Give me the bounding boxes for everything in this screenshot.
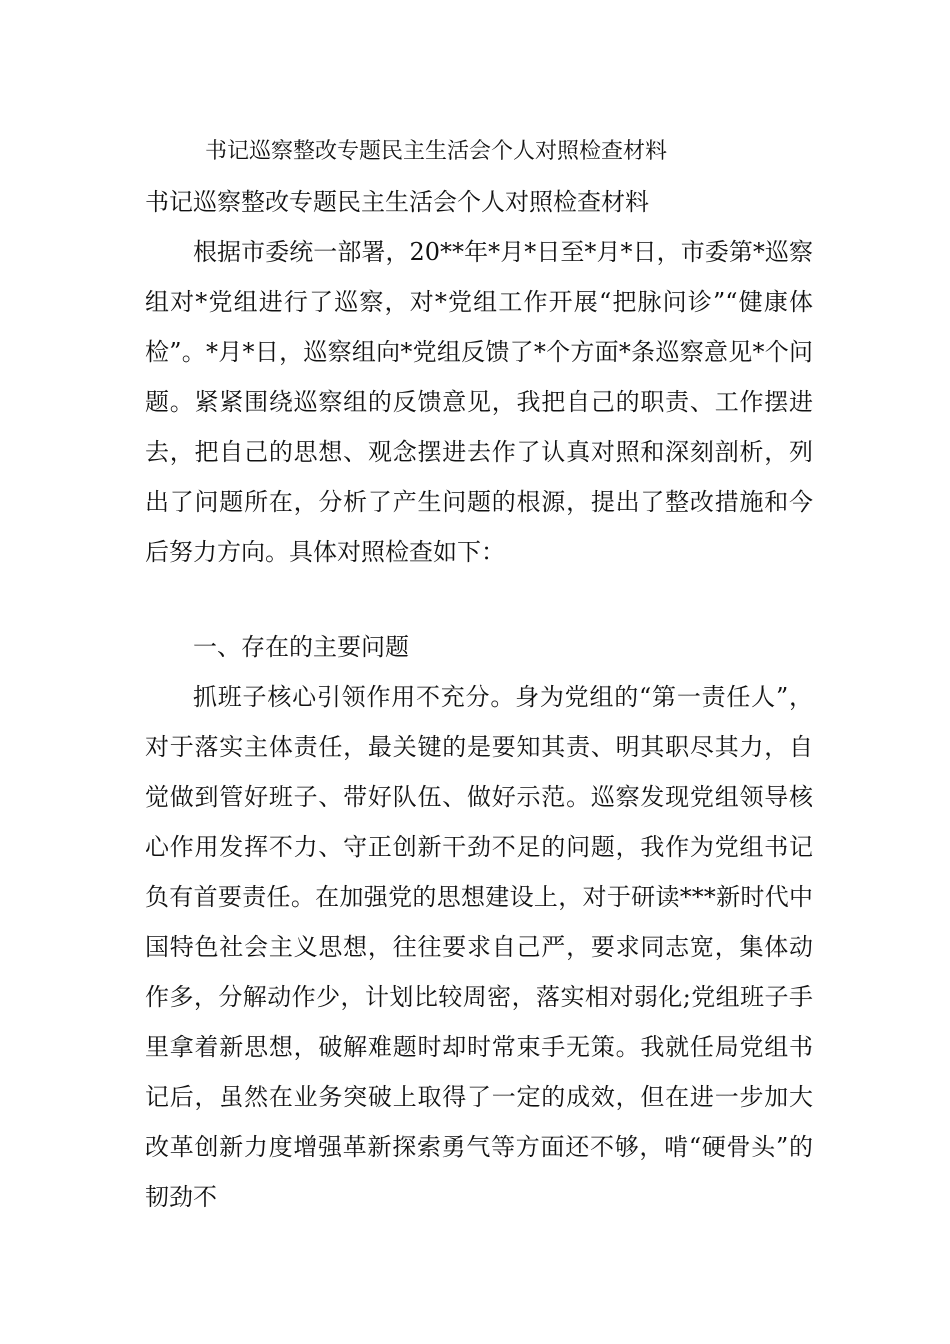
document-title: 书记巡察整改专题民主生活会个人对照检查材料 [205,139,668,164]
document-subtitle: 书记巡察整改专题民主生活会个人对照检查材料 [145,188,649,216]
problem-paragraph: 抓班子核心引领作用不充分。身为党组的“第一责任人”，对于落实主体责任，最关键的是要知其责、明其职尽其力，自觉做到管好班子、带好队伍、做好示范。巡察发现党组领导核心作用发挥不力、守正创新干劲不足的问题，我作为党组书记负有首要责任。在加强党的思想建设上，对于研读***新时代中国特色社会主义思想，往往要求自己严，要求同志宽，集体动作多，分解动作少，计划比较周密，落实相对弱化;党组班子手里拿着新思想，破解难题时却时常束手无策。我就任局党组书记后，虽然在业务突破上取得了一定的成效，但在进一步加大改革创新力度增强革新探索勇气等方面还不够，啃“硬骨头”的韧劲不 [145,683,813,1211]
intro-paragraph: 根据市委统一部署，20**年*月*日至*月*日，市委第*巡察组对*党组进行了巡察，对*党组工作开展“把脉问诊”“健康体检”。*月*日，巡察组向*党组反馈了*个方面*条巡察意见*个问题。紧紧围绕巡察组的反馈意见，我把自己的职责、工作摆进去，把自己的思想、观念摆进去作了认真对照和深刻剖析，列出了问题所在，分析了产生问题的根源，提出了整改措施和今后努力方向。具体对照检查如下： [145,238,813,566]
section-heading-main-problems: 一、存在的主要问题 [193,633,409,661]
